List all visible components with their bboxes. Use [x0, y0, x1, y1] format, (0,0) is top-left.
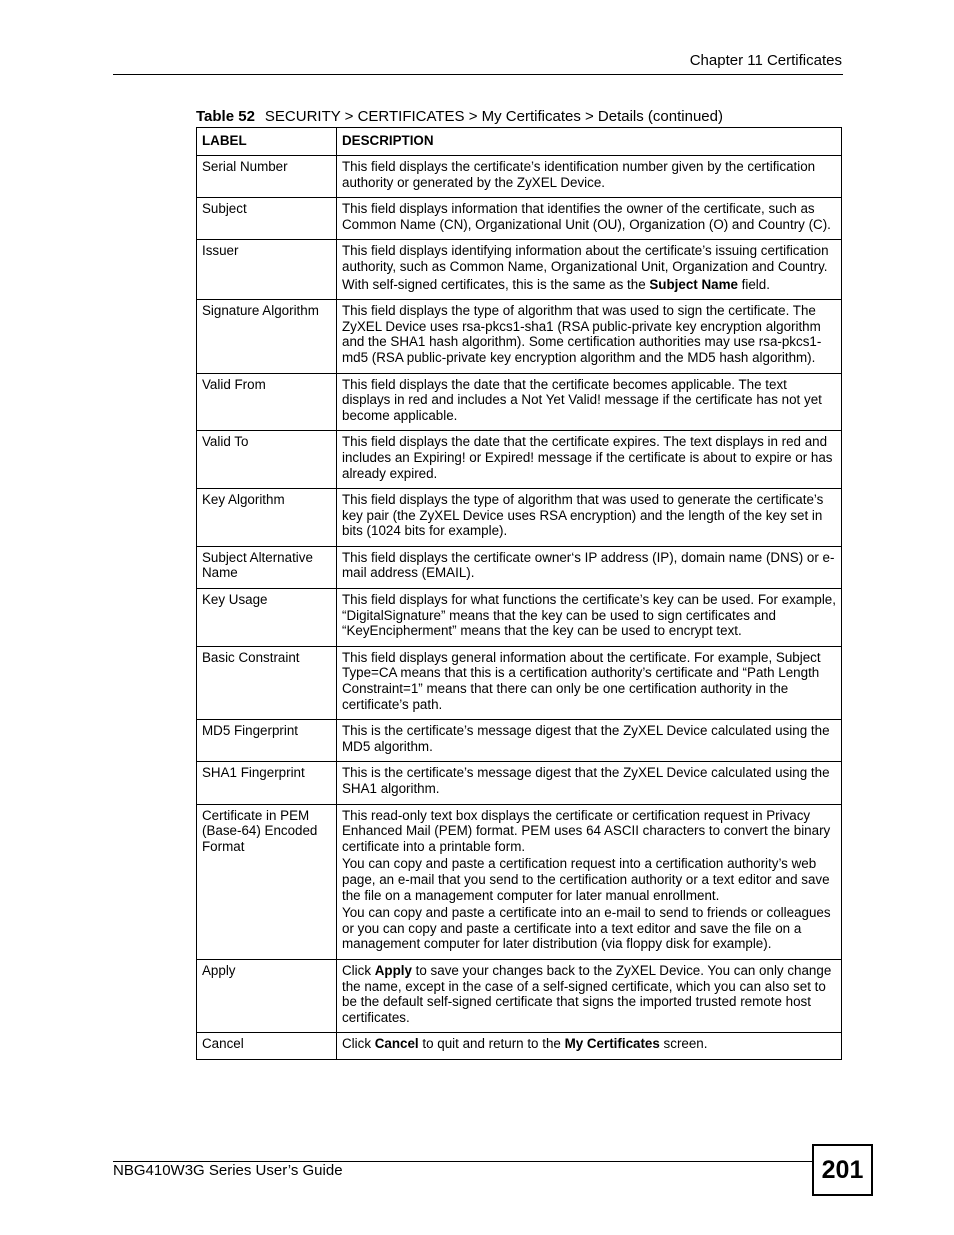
row-label: Issuer [197, 240, 337, 300]
table-header-row [197, 128, 842, 156]
description-text: This field displays for what functions the certificate’s key can be used. For example, “DigitalSignature” means that the key can be used to sign certificates and “KeyEncipherment” means that the key can be used to encrypt text. [342, 592, 836, 639]
description-paragraph [342, 856, 836, 903]
description-text: This read-only text box displays the certificate or certification request in Privacy Enhanced Mail (PEM) format. PEM uses 64 ASCII characters to convert the binary certificate into a printable form. [342, 807, 831, 854]
description-text: Click [342, 962, 375, 978]
column-header-label: LABEL [197, 128, 337, 156]
row-description [337, 300, 842, 373]
row-label: Signature Algorithm [197, 300, 337, 373]
table-caption [196, 108, 723, 125]
description-paragraph [342, 808, 836, 855]
table-row [197, 373, 842, 431]
table-body [197, 156, 842, 1060]
row-description [337, 240, 842, 300]
description-paragraph [342, 963, 836, 1025]
description-text: field. [737, 276, 770, 292]
row-label: Valid To [197, 431, 337, 489]
table-row [197, 646, 842, 719]
description-text: You can copy and paste a certification request into a certification authority’s web page, an e-mail that you send to the certification authority or a text editor and save the file on a management computer for later manual enrollment. [342, 856, 830, 903]
description-text: This field displays the certificate’s identification number given by the certification authority or generated by the ZyXEL Device. [342, 159, 816, 190]
row-label: Serial Number [197, 156, 337, 198]
description-paragraph [342, 723, 836, 754]
bold-term: My Certificates [564, 1036, 660, 1052]
description-text: to quit and return to the [418, 1036, 565, 1052]
description-text: This is the certificate’s message digest that the ZyXEL Device calculated using the MD5 algorithm. [342, 723, 830, 754]
description-paragraph [342, 201, 836, 232]
row-description [337, 198, 842, 240]
bold-term: Apply [374, 962, 412, 978]
table-row [197, 240, 842, 300]
description-paragraph [342, 592, 836, 639]
row-description [337, 546, 842, 588]
row-description [337, 431, 842, 489]
table-caption-text: SECURITY > CERTIFICATES > My Certificates > Details (continued) [264, 108, 723, 125]
description-paragraph [342, 434, 836, 481]
row-label: SHA1 Fingerprint [197, 762, 337, 804]
table-row [197, 762, 842, 804]
row-label: Cancel [197, 1033, 337, 1060]
description-paragraph [342, 159, 836, 190]
row-label: Basic Constraint [197, 646, 337, 719]
bold-term: Subject Name [649, 276, 738, 292]
row-description [337, 156, 842, 198]
page-number: 201 [812, 1144, 873, 1196]
description-paragraph [342, 303, 836, 365]
description-paragraph [342, 550, 836, 581]
row-description [337, 1033, 842, 1060]
row-label: Key Usage [197, 589, 337, 647]
description-paragraph [342, 650, 836, 712]
description-text: This field displays identifying information about the certificate’s issuing certification authority, such as Common Name, Organizational Unit, Organization and Country. [342, 243, 829, 274]
description-text: You can copy and paste a certificate into an e-mail to send to friends or colleagues or you can copy and paste a certificate into a text editor and save the file on a management computer for later distribution (via floppy disk for example). [342, 905, 831, 952]
table-row [197, 589, 842, 647]
row-description [337, 959, 842, 1032]
row-description [337, 646, 842, 719]
table-row [197, 804, 842, 959]
row-label: Certificate in PEM (Base-64) Encoded Format [197, 804, 337, 959]
description-text: With self-signed certificates, this is the same as the [342, 276, 650, 292]
bold-term: Cancel [374, 1036, 419, 1052]
header-rule [113, 74, 843, 75]
description-paragraph [342, 765, 836, 796]
row-description [337, 720, 842, 762]
row-description [337, 804, 842, 959]
description-text: This is the certificate’s message digest that the ZyXEL Device calculated using the SHA1 algorithm. [342, 765, 830, 796]
row-label: Apply [197, 959, 337, 1032]
description-text: This field displays the type of algorithm that was used to sign the certificate. The ZyXEL Device uses rsa-pkcs1-sha1 (RSA public-private key encryption algorithm and the SHA1 hash algorithm). Some certification authorities may use rsa-pkcs1-md5 (RSA public-private key encryption algorithm and the MD5 hash algorithm). [342, 303, 822, 365]
description-paragraph [342, 377, 836, 424]
description-text: This field displays information that identifies the owner of the certificate, such as Common Name (CN), Organizational Unit (OU), Organization (O) and Country (C). [342, 201, 831, 232]
description-text: screen. [659, 1036, 708, 1052]
description-paragraph [342, 492, 836, 539]
description-text: This field displays general information about the certificate. For example, Subject Type=CA means that this is a certification authority’s certificate and “Path Length Constraint=1” means that there can only be one certification authority in the certificate’s path. [342, 649, 821, 712]
table-row [197, 489, 842, 547]
table-row [197, 546, 842, 588]
row-label: Subject Alternative Name [197, 546, 337, 588]
chapter-header: Chapter 11 Certificates [689, 52, 842, 69]
table-row [197, 300, 842, 373]
description-text: This field displays the type of algorithm that was used to generate the certificate’s key pair (the ZyXEL Device uses RSA encryption) and the length of the key set in bits (1024 bits for example). [342, 492, 824, 539]
column-header-description: DESCRIPTION [337, 128, 842, 156]
description-text: This field displays the certificate owner‘s IP address (IP), domain name (DNS) or e-mail address (EMAIL). [342, 549, 835, 581]
description-text: Click [342, 1036, 375, 1052]
table-row [197, 720, 842, 762]
row-label: Key Algorithm [197, 489, 337, 547]
row-label: Valid From [197, 373, 337, 431]
table-row [197, 1033, 842, 1060]
row-description [337, 762, 842, 804]
row-label: MD5 Fingerprint [197, 720, 337, 762]
description-text: This field displays the date that the certificate becomes applicable. The text displays in red and includes a Not Yet Valid! message if the certificate has not yet become applicable. [342, 376, 822, 423]
description-text: to save your changes back to the ZyXEL Device. You can only change the name, except in the case of a self-signed certificate, which you can also set to be the default self-signed certificate that signs the imported trusted remote host certificates. [342, 962, 832, 1025]
row-label: Subject [197, 198, 337, 240]
description-paragraph [342, 277, 836, 293]
row-description [337, 589, 842, 647]
table-caption-label: Table 52 [196, 108, 255, 125]
guide-title: NBG410W3G Series User’s Guide [113, 1162, 343, 1179]
description-text: This field displays the date that the certificate expires. The text displays in red and includes an Expiring! or Expired! message if the certificate is about to expire or has already expired. [342, 434, 833, 481]
table-row [197, 198, 842, 240]
description-paragraph [342, 243, 836, 274]
description-paragraph [342, 1036, 836, 1052]
description-paragraph [342, 905, 836, 952]
table-row [197, 431, 842, 489]
table-row [197, 959, 842, 1032]
row-description [337, 373, 842, 431]
table-row [197, 156, 842, 198]
row-description [337, 489, 842, 547]
details-table [196, 127, 842, 1060]
